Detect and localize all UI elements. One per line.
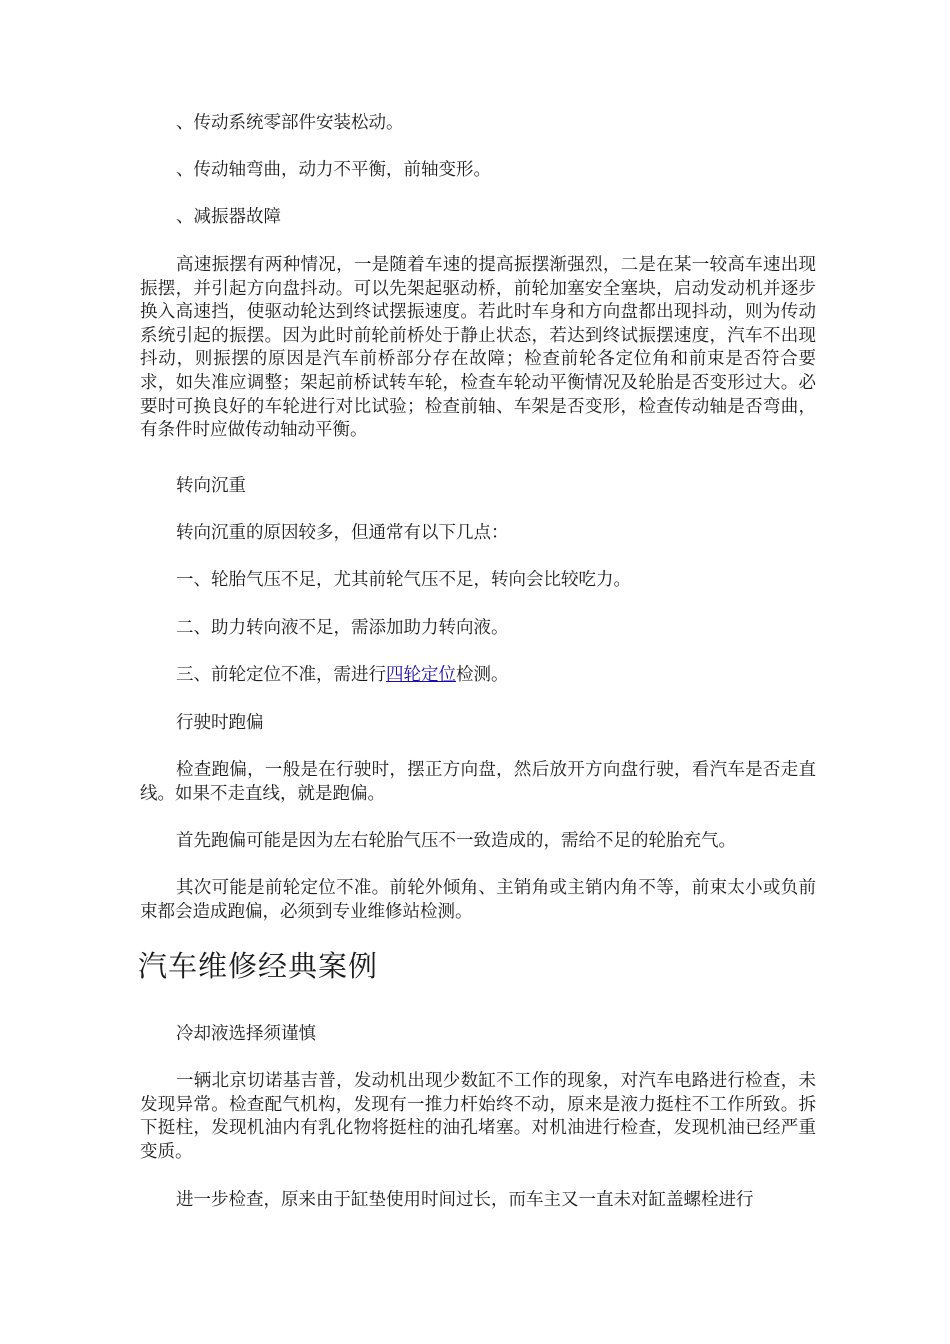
paragraph-cherokee-case: 一辆北京切诺基吉普，发动机出现少数缸不工作的现象，对汽车电路进行检查，未发现异常。检查配气机构，发现有一推力杆始终不动，原来是液力挺柱不工作所致。拆下挺柱，发现机油内有乳化物将挺柱的油孔堵塞。对机油进行检查，发现机油已经严重变质。 [140,1071,816,1162]
paragraph-pulling-alignment: 其次可能是前轮定位不准。前轮外倾角、主销角或主销内角不等，前束太小或负前束都会造成跑偏，必须到专业维修站检测。 [140,878,816,922]
list-item-shock-absorber: 、减振器故障 [176,207,281,227]
list-item-tire-pressure: 一、轮胎气压不足，尤其前轮气压不足，转向会比较吃力。 [176,570,631,590]
paragraph-further-inspection: 进一步检查，原来由于缸垫使用时间过长，而车主又一直未对缸盖螺栓进行 [176,1190,754,1210]
four-wheel-alignment-link[interactable]: 四轮定位 [386,665,456,685]
subheading-heavy-steering: 转向沉重 [176,476,246,496]
subheading-pulling: 行驶时跑偏 [176,713,264,733]
paragraph-check-pulling: 检查跑偏，一般是在行驶时，摆正方向盘，然后放开方向盘行驶，看汽车是否走直线。如果不走直线，就是跑偏。 [140,760,816,804]
paragraph-pulling-tire-pressure: 首先跑偏可能是因为左右轮胎气压不一致造成的，需给不足的轮胎充气。 [176,831,736,851]
text-before-link: 三、前轮定位不准，需进行 [176,665,386,685]
list-item-wheel-alignment [140,664,816,688]
list-item-power-steering-fluid: 二、助力转向液不足，需添加助力转向液。 [176,618,509,638]
paragraph-high-speed-shimmy: 高速振摆有两种情况，一是随着车速的提高振摆渐强烈，二是在某一较高车速出现振摆，并引起方向盘抖动。可以先架起驱动桥，前轮加塞安全塞块，启动发动机并逐步换入高速挡，使驱动轮达到终试摆振速度。若此时车身和方向盘都出现抖动，则为传动系统引起的振摆。因为此时前轮前桥处于静止状态，若达到终试振摆速度，汽车不出现抖动，则振摆的原因是汽车前桥部分存在故障；检查前轮各定位角和前束是否符合要求，如失准应调整；架起前桥试转车轮，检查车轮动平衡情况及轮胎是否变形过大。必要时可换良好的车轮进行对比试验；检查前轴、车架是否变形，检查传动轴是否弯曲，有条件时应做传动轴动平衡。 [140,255,816,441]
subheading-coolant-choice: 冷却液选择须谨慎 [176,1024,316,1044]
list-item-loose-parts: 、传动系统零部件安装松动。 [176,113,404,133]
text-after-link: 检测。 [456,665,509,685]
section-heading-repair-cases: 汽车维修经典案例 [138,949,379,983]
paragraph-heavy-steering-causes: 转向沉重的原因较多，但通常有以下几点： [176,523,509,543]
list-item-driveshaft-bent: 、传动轴弯曲，动力不平衡，前轴变形。 [176,160,491,180]
